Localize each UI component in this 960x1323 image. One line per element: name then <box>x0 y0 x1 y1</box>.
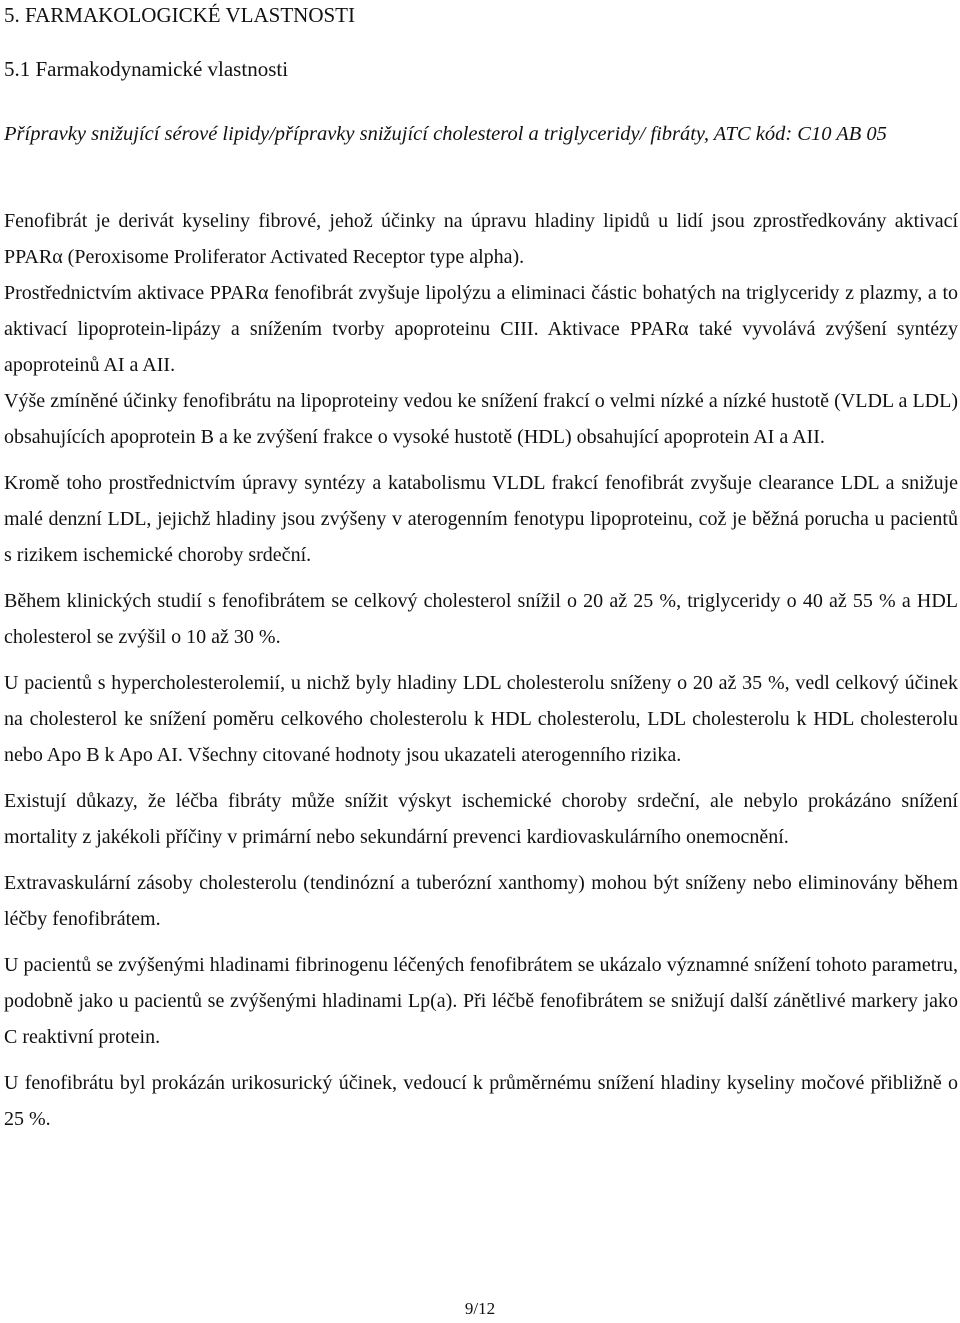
paragraph-fibrinogen: U pacientů se zvýšenými hladinami fibrinogenu léčených fenofibrátem se ukázalo významné snížení tohoto parametru, podobně jako u pacientů se zvýšenými hladinami Lp(a). Při léčbě fenofibrátem se snižují další zánětlivé markery jako C reaktivní protein. <box>4 954 958 1048</box>
subsection-heading: 5.1 Farmakodynamické vlastnosti <box>4 57 289 81</box>
paragraph-xanthomas: Extravaskulární zásoby cholesterolu (tendinózní a tuberózní xanthomy) mohou být sníženy nebo eliminovány během léčby fenofibrátem. <box>4 872 958 930</box>
paragraph-ldl-clearance: Kromě toho prostřednictvím úpravy syntézy a katabolismu VLDL frakcí fenofibrát zvyšuje clearance LDL a snižuje malé denzní LDL, jejichž hladiny jsou zvýšeny v aterogenním fenotypu lipoproteinu, což je běžná porucha u pacientů s rizikem ischemické choroby srdeční. <box>4 472 958 566</box>
paragraph-mechanism: Fenofibrát je derivát kyseliny fibrové, jehož účinky na úpravu hladiny lipidů u lidí jsou zprostředkovány aktivací PPARα (Peroxisome Proliferator Activated Receptor type alpha). <box>4 210 958 268</box>
paragraph-ischemic-evidence: Existují důkazy, že léčba fibráty může snížit výskyt ischemické choroby srdeční, ale nebylo prokázáno snížení mortality z jakékoli příčiny v primární nebo sekundární prevenci kardiovaskulárního onemocnění. <box>4 790 958 848</box>
paragraph-lipoprotein-effects: Výše zmíněné účinky fenofibrátu na lipoproteiny vedou ke snížení frakcí o velmi nízké a nízké hustotě (VLDL a LDL) obsahujících apoprotein B a ke zvýšení frakce o vysoké hustotě (HDL) obsahující apoprotein AI a AII. <box>4 390 958 448</box>
section-heading: 5. FARMAKOLOGICKÉ VLASTNOSTI <box>4 3 355 27</box>
paragraph-clinical-studies: Během klinických studií s fenofibrátem se celkový cholesterol snížil o 20 až 25 %, triglyceridy o 40 až 55 % a HDL cholesterol se zvýšil o 10 až 30 %. <box>4 590 958 648</box>
paragraph-uricosuric: U fenofibrátu byl prokázán urikosurický účinek, vedoucí k průměrnému snížení hladiny kyseliny močové přibližně o 25 %. <box>4 1072 958 1130</box>
document-page <box>4 0 958 1137</box>
paragraph-ppar-activation: Prostřednictvím aktivace PPARα fenofibrát zvyšuje lipolýzu a eliminaci částic bohatých na triglyceridy z plazmy, a to aktivací lipoprotein-lipázy a snížením tvorby apoproteinu CIII. Aktivace PPARα také vyvolává zvýšení syntézy apoproteinů AI a AII. <box>4 282 958 376</box>
paragraph-hypercholesterolemia: U pacientů s hypercholesterolemií, u nichž byly hladiny LDL cholesterolu sníženy o 20 až 35 %, vedl celkový účinek na cholesterol ke snížení poměru celkového cholesterolu k HDL cholesterolu, LDL cholesterolu k HDL cholesterolu nebo Apo B k Apo AI. Všechny citované hodnoty jsou ukazateli aterogenního rizika. <box>4 672 958 766</box>
page-number: 9/12 <box>464 1299 496 1318</box>
atc-classification: Přípravky snižující sérové lipidy/přípravky snižující cholesterol a triglyceridy/ fibráty, ATC kód: C10 AB 05 <box>4 123 887 145</box>
